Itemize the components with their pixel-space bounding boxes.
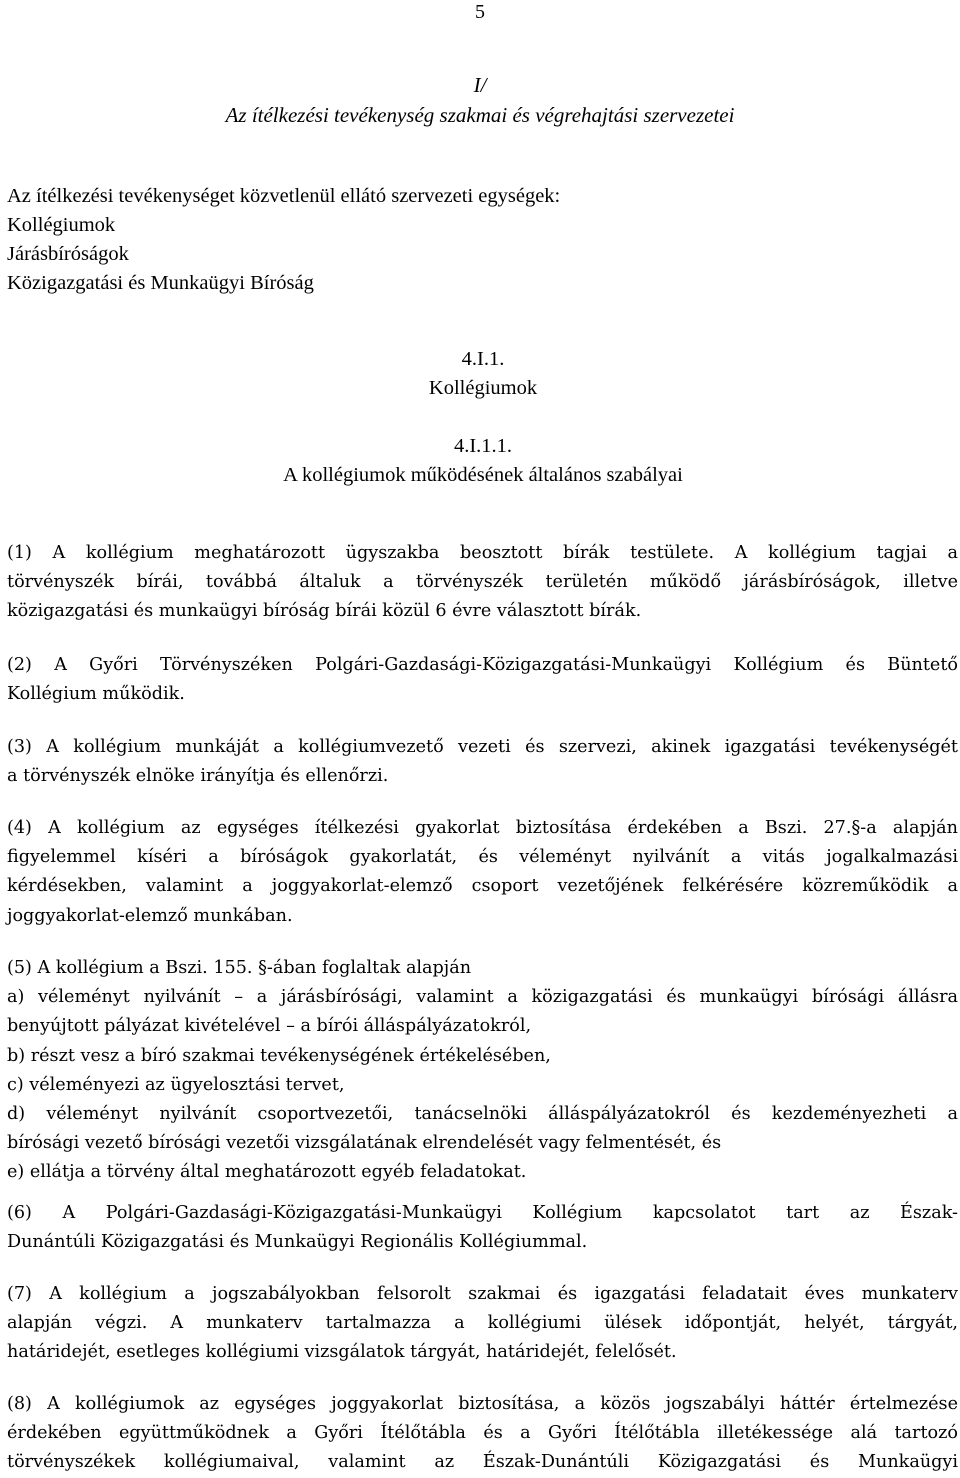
paragraph-line: (8) A kollégiumok az egységes joggyakorlat biztosítása, a közös jogszabályi háttér értelmezése (7, 1394, 958, 1414)
paragraph-6 (7, 1199, 958, 1257)
units-intro: Az ítélkezési tevékenységet közvetlenül ellátó szervezeti egységek: (7, 185, 561, 207)
chapter-title: Kollégiumok (428, 377, 538, 399)
subchapter-number: 4.I.1.1. (453, 435, 513, 457)
paragraph-line: a törvényszék elnöke irányítja és ellenőrzi. (7, 766, 389, 787)
paragraph-5 (7, 954, 958, 1188)
paragraph-8 (7, 1390, 958, 1478)
paragraph-line: e) ellátja a törvény által meghatározott egyéb feladatokat. (7, 1162, 527, 1183)
paragraph-3 (7, 733, 958, 791)
paragraph-1 (7, 539, 958, 627)
paragraph-line: törvényszékek kollégiumaival, valamint az Észak-Dunántúli Közigazgatási és Munkaügyi (7, 1452, 958, 1473)
paragraph-line: alapján végzi. A munkaterv tartalmazza a kollégiumi ülések időpontját, helyét, tárgyát, (7, 1313, 958, 1334)
paragraph-line: kérdésekben, valamint a joggyakorlat-elemző csoport vezetőjének felkérésére közreműködik a (7, 876, 958, 897)
paragraph-4 (7, 814, 958, 931)
paragraph-line: joggyakorlat-elemző munkában. (7, 905, 293, 926)
paragraph-line: határidejét, esetleges kollégiumi vizsgálatok tárgyát, határidejét, felelősét. (7, 1342, 677, 1363)
paragraph-line: a) véleményt nyilvánít – a járásbírósági, valamint a közigazgatási és munkaügyi bírósági állásra (7, 987, 958, 1008)
paragraph-line: (5) A kollégium a Bszi. 155. §-ában foglaltak alapján (7, 958, 472, 978)
section-title: Az ítélkezési tevékenység szakmai és végrehajtási szervezetei (225, 103, 735, 127)
paragraph-line: Kollégium működik. (7, 684, 185, 705)
unit-item: Kollégiumok (7, 214, 116, 236)
unit-item: Közigazgatási és Munkaügyi Bíróság (7, 272, 314, 294)
section-roman-numeral: I/ (473, 73, 487, 97)
paragraph-line: (2) A Győri Törvényszéken Polgári-Gazdasági-Közigazgatási-Munkaügyi Kollégium és Büntető (7, 655, 958, 675)
paragraph-line: (6) A Polgári-Gazdasági-Közigazgatási-Munkaügyi Kollégium kapcsolatot tart az Észak- (7, 1203, 958, 1223)
paragraph-line: (7) A kollégium a jogszabályokban felsorolt szakmai és igazgatási feladatait éves munkaterv (7, 1284, 958, 1304)
paragraph-line: (4) A kollégium az egységes ítélkezési gyakorlat biztosítása érdekében a Bszi. 27.§-a alapján (7, 818, 958, 838)
paragraph-line: érdekében együttműködnek a Győri Ítélőtábla és a Győri Ítélőtábla illetékessége alá tartozó (7, 1423, 958, 1444)
paragraph-line: d) véleményt nyilvánít csoportvezetői, tanácselnöki álláspályázatokról és kezdeményezheti a (7, 1104, 958, 1125)
chapter-number: 4.I.1. (461, 348, 505, 370)
paragraph-line: c) véleményezi az ügyelosztási tervet, (7, 1074, 345, 1095)
paragraph-line: törvényszék bírái, továbbá általuk a törvényszék területén működő járásbíróságok, illetve (7, 572, 958, 593)
paragraph-7 (7, 1280, 958, 1368)
subchapter-title: A kollégiumok működésének általános szabályai (283, 464, 683, 486)
paragraph-line: Dunántúli Közigazgatási és Munkaügyi Regionális Kollégiummal. (7, 1232, 588, 1253)
paragraph-line: figyelemmel kíséri a bíróságok gyakorlatát, és véleményt nyilvánít a vitás jogalkalmazási (7, 847, 958, 868)
paragraph-line: (1) A kollégium meghatározott ügyszakba beosztott bírák testülete. A kollégium tagjai a (7, 543, 958, 563)
paragraph-2 (7, 651, 958, 709)
paragraph-line: b) részt vesz a bíró szakmai tevékenységének értékelésében, (7, 1045, 551, 1066)
paragraph-line: közigazgatási és munkaügyi bíróság bírái közül 6 évre választott bírák. (7, 601, 642, 622)
paragraph-line: benyújtott pályázat kivételével – a bírói álláspályázatokról, (7, 1016, 532, 1037)
paragraph-line: (3) A kollégium munkáját a kollégiumvezető vezeti és szervezi, akinek igazgatási tevékenységét (7, 737, 958, 757)
unit-item: Járásbíróságok (7, 243, 129, 265)
page-number: 5 (475, 1, 485, 23)
paragraph-line: bírósági vezető bírósági vezetői vizsgálatának elrendelését vagy felmentését, és (7, 1133, 722, 1154)
